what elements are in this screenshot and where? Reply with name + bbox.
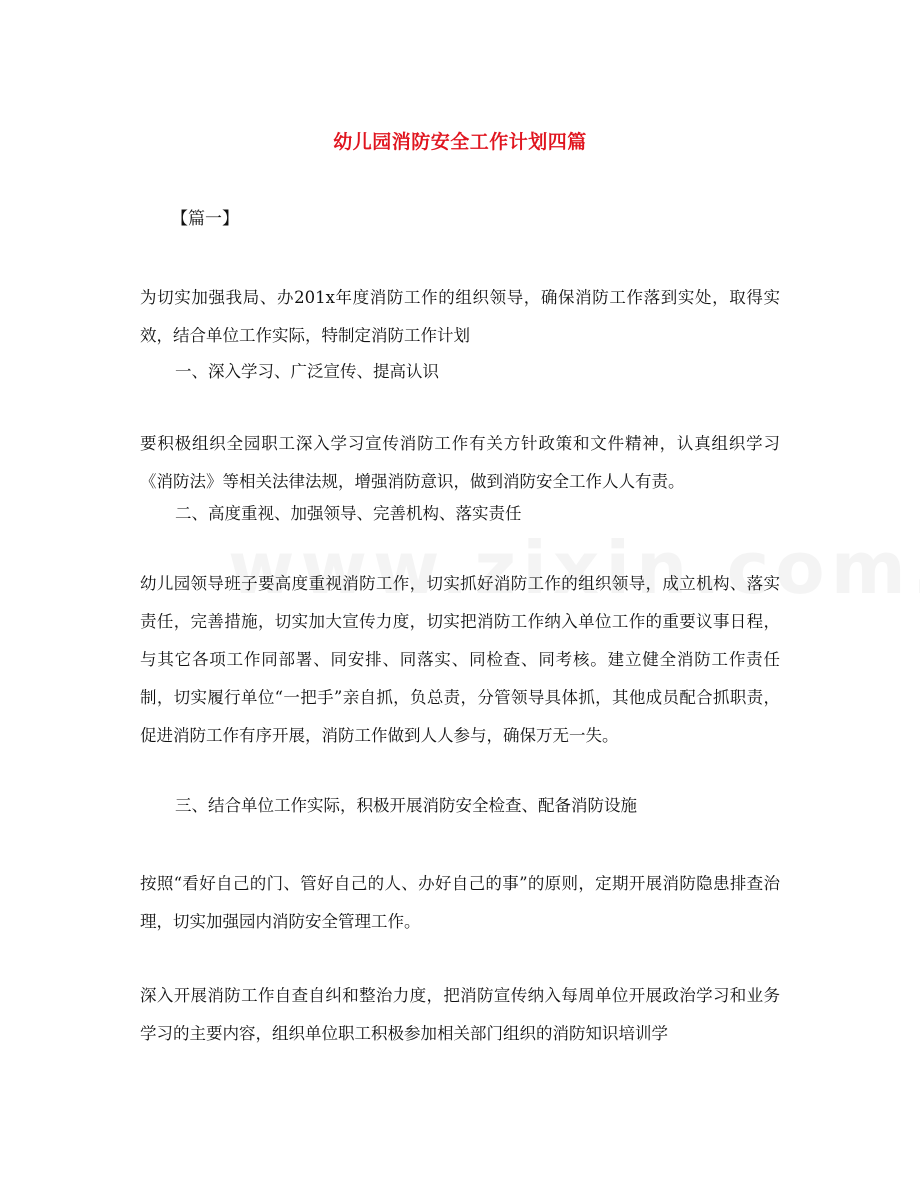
document-title: 幼儿园消防安全工作计划四篇 [333, 131, 587, 153]
paragraph-leadership: 幼儿园领导班子要高度重视消防工作，切实抓好消防工作的组织领导，成立机构、落实责任，完善措施，切实加大宣传力度，切实把消防工作纳入单位工作的重要议事日程，与其它各项工作同部署、同安排、同落实、同检查、同考核。建立健全消防工作责任制，切实履行单位“一把手”亲自抓，负总责，分管领导具体抓，其他成员配合抓职责，促进消防工作有序开展，消防工作做到人人参与，确保万无一失。 [140, 574, 780, 745]
heading-3: 三、结合单位工作实际，积极开展消防安全检查、配备消防设施 [175, 796, 637, 815]
section-tag: 【篇一】 [171, 209, 239, 229]
heading-2: 二、高度重视、加强领导、完善机构、落实责任 [175, 504, 522, 523]
paragraph-study: 要积极组织全园职工深入学习宣传消防工作有关方针政策和文件精神，认真组织学习《消防法》等相关法律法规，增强消防意识，做到消防安全工作人人有责。 [140, 434, 780, 491]
heading-1: 一、深入学习、广泛宣传、提高认识 [175, 362, 439, 381]
paragraph-self-check: 深入开展消防工作自查自纠和整治力度，把消防宣传纳入每周单位开展政治学习和业务学习的主要内容，组织单位职工积极参加相关部门组织的消防知识培训学 [140, 986, 780, 1043]
intro-paragraph: 为切实加强我局、办201x年度消防工作的组织领导，确保消防工作落到实处，取得实效，结合单位工作实际，特制定消防工作计划 [140, 288, 780, 345]
paragraph-principle: 按照“看好自己的门、管好自己的人、办好自己的事”的原则，定期开展消防隐患排查治理，切实加强园内消防安全管理工作。 [140, 874, 780, 931]
